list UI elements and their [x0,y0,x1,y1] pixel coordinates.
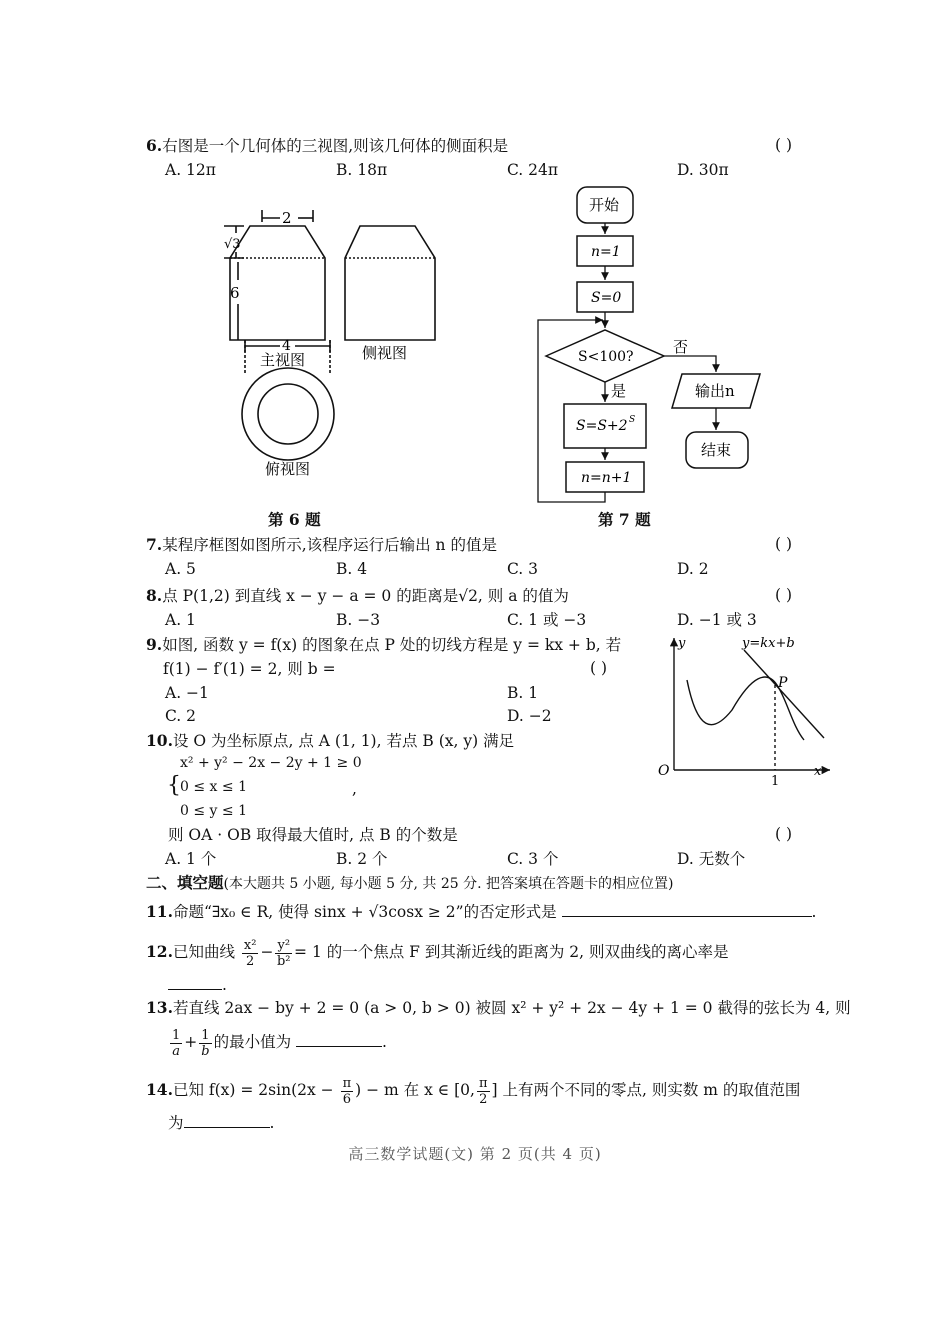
q11-stem [146,902,816,922]
q6-option-b: B. 18π [336,161,388,179]
q10-stem2: 则 OA · OB 取得最大值时, 点 B 的个数是 [168,826,458,844]
q6-text: 右图是一个几何体的三视图,则该几何体的侧面积是 [162,137,509,155]
q6-option-a: A. 12π [165,161,216,179]
dim-sqrt3-label: √3 [224,237,241,252]
graph-x-label: x [814,764,822,779]
section2-note: (本大题共 5 小题, 每小题 5 分, 共 25 分. 把答案填在答题卡的相应位置) [223,876,674,892]
q12-f2-den: b² [276,953,291,969]
graph-tangent-label: y=kx+b [742,636,795,651]
q14-line2 [168,1113,274,1133]
q6-three-view-figure [210,200,440,540]
q12-end: . [222,976,227,994]
dim-top-label: 2 [282,209,292,227]
q6-option-c: C. 24π [507,161,559,179]
q10-option-d: D. 无数个 [677,850,746,868]
flow-update-n-text: n=n+1 [581,470,632,486]
q14-f2-den: 2 [479,1091,488,1107]
q7-number: 7. [146,535,163,554]
q13-post: 的最小值为 [213,1033,292,1051]
q7-stem [146,535,497,555]
q14-f1-num: π [342,1075,352,1091]
q12-fraction-2 [275,938,292,969]
q6-caption: 第 6 题 [268,510,321,529]
q6-option-d: D. 30π [677,161,729,179]
flow-n1-text: n=1 [591,244,621,260]
q14-f1-den: 6 [342,1091,351,1107]
graph-origin-label: O [658,763,670,779]
q14-end: . [269,1114,275,1132]
q14-f2-num: π [478,1075,488,1091]
q13-f2-den: b [201,1043,210,1059]
q8-text: 点 P(1,2) 到直线 x − y − a = 0 的距离是√2, 则 a 的值为 [162,587,569,605]
q6-answer-paren: ( ) [775,136,793,154]
q9-answer-paren: ( ) [590,659,608,677]
graph-y-label: y [678,636,686,651]
q13-f2-num: 1 [201,1027,210,1043]
q12-number: 12. [146,942,173,961]
q14-pre: 已知 f(x) = 2sin(2x − [172,1081,334,1099]
graph-one-label: 1 [771,774,780,789]
flow-update-s-text: S=S+2 [576,418,628,434]
top-view-inner-circle [258,384,318,444]
q10-option-b: B. 2 个 [336,850,388,868]
q13-f1-num: 1 [172,1027,181,1043]
q14-stem [146,1075,800,1107]
dim-height-label: 6 [230,284,240,302]
q10-brace: { [167,773,181,798]
q13-number: 13. [146,998,173,1017]
flow-start-text: 开始 [589,196,620,214]
q8-option-d: D. −1 或 3 [677,611,757,629]
side-view-label: 侧视图 [362,344,408,362]
q7-flowchart [530,182,780,512]
q10-system-1: x² + y² − 2x − 2y + 1 ≥ 0 [180,755,362,771]
section2-title: 二、填空题 [146,873,224,892]
q8-stem [146,586,569,606]
q11-answer-blank[interactable] [562,902,812,917]
flow-output-text: 输出n [695,382,735,400]
q12-answer-line [168,975,227,995]
q10-system-2: 0 ≤ x ≤ 1 [180,779,247,795]
q13-answer-blank[interactable] [296,1032,382,1047]
q9-function-graph [652,630,842,790]
q8-option-b: B. −3 [336,611,381,629]
q7-caption: 第 7 题 [598,510,651,529]
q6-number: 6. [146,136,163,155]
q9-option-d: D. −2 [507,707,552,725]
q7-option-b: B. 4 [336,560,368,578]
q7-option-d: D. 2 [677,560,709,578]
section2-heading [146,873,673,894]
q14-number: 14. [146,1080,173,1099]
q10-answer-paren: ( ) [775,825,793,843]
q9-text-line1: 如图, 函数 y = f(x) 的图象在点 P 处的切线方程是 y = kx + b, 若 [162,636,622,654]
q13-plus: + [184,1033,198,1051]
graph-p-label: P [778,675,788,691]
q8-option-a: A. 1 [165,611,196,629]
q10-comma: , [352,780,357,798]
q12-f1-num: x² [243,937,257,953]
q11-end: . [811,903,817,921]
q7-answer-paren: ( ) [775,535,793,553]
q9-number: 9. [146,635,163,654]
top-view-outer-circle [242,368,334,460]
q14-fraction-1 [341,1076,354,1107]
q8-option-c: C. 1 或 −3 [507,611,587,629]
q14-answer-blank[interactable] [184,1113,270,1128]
q9-stem-line1 [146,635,621,655]
q14-mid: ) − m 在 x ∈ [0, [355,1081,475,1099]
q10-option-a: A. 1 个 [165,850,217,868]
q8-number: 8. [146,586,163,605]
q12-minus: − [260,943,274,961]
q9-option-b: B. 1 [507,684,539,702]
side-view-shape [345,226,435,340]
dim-bottom-label: 4 [282,338,291,354]
q12-f1-den: 2 [246,953,255,969]
flow-no-label: 否 [673,338,689,356]
q7-option-a: A. 5 [165,560,196,578]
q7-text: 某程序框图如图所示,该程序运行后输出 n 的值是 [162,536,497,554]
q13-f1-den: a [172,1043,181,1059]
flow-condition-text: S<100? [578,349,634,365]
q12-pre: 已知曲线 [172,943,235,961]
q10-text: 设 O 为坐标原点, 点 A (1, 1), 若点 B (x, y) 满足 [172,732,515,750]
q9-option-a: A. −1 [165,684,209,702]
q6-stem [146,136,508,156]
q13-fraction-2 [199,1028,211,1059]
flow-s0-text: S=0 [591,290,622,306]
q12-post: = 1 的一个焦点 F 到其渐近线的距离为 2, 则双曲线的离心率是 [294,943,729,961]
q9-option-c: C. 2 [165,707,197,725]
top-view-label: 俯视图 [265,460,311,478]
q14-line2-text: 为 [168,1114,184,1132]
q12-f2-num: y² [277,937,291,953]
q11-text: 命题“∃x₀ ∈ R, 使得 sinx + √3cosx ≥ 2”的否定形式是 [172,903,557,921]
q7-option-c: C. 3 [507,560,539,578]
q10-system-3: 0 ≤ y ≤ 1 [180,803,247,819]
q13-line2 [168,1027,387,1059]
q10-stem [146,731,514,751]
flow-update-s-exponent: S [629,415,636,425]
flow-end-text: 结束 [701,441,732,459]
front-view-shape [230,226,325,340]
q12-stem [146,937,729,969]
tangent-line [744,650,824,738]
q10-number: 10. [146,731,173,750]
q13-text: 若直线 2ax − by + 2 = 0 (a > 0, b > 0) 被圆 x² + y² + 2x − 4y + 1 = 0 截得的弦长为 4, 则 [172,999,851,1017]
q12-answer-blank[interactable] [168,975,222,990]
flow-yes-label: 是 [611,382,627,400]
q13-end: . [382,1033,387,1051]
front-view-label: 主视图 [260,351,306,369]
q12-fraction-1 [242,938,259,969]
q14-fraction-2 [477,1076,490,1107]
page-footer: 高三数学试题(文) 第 2 页(共 4 页) [348,1145,602,1163]
q14-post: ] 上有两个不同的零点, 则实数 m 的取值范围 [491,1081,801,1099]
q11-number: 11. [146,902,173,921]
q10-option-c: C. 3 个 [507,850,559,868]
q8-answer-paren: ( ) [775,586,793,604]
q13-fraction-1 [170,1028,182,1059]
q13-stem [146,998,851,1018]
q9-stem-line2: f(1) − f′(1) = 2, 则 b = [163,660,336,678]
